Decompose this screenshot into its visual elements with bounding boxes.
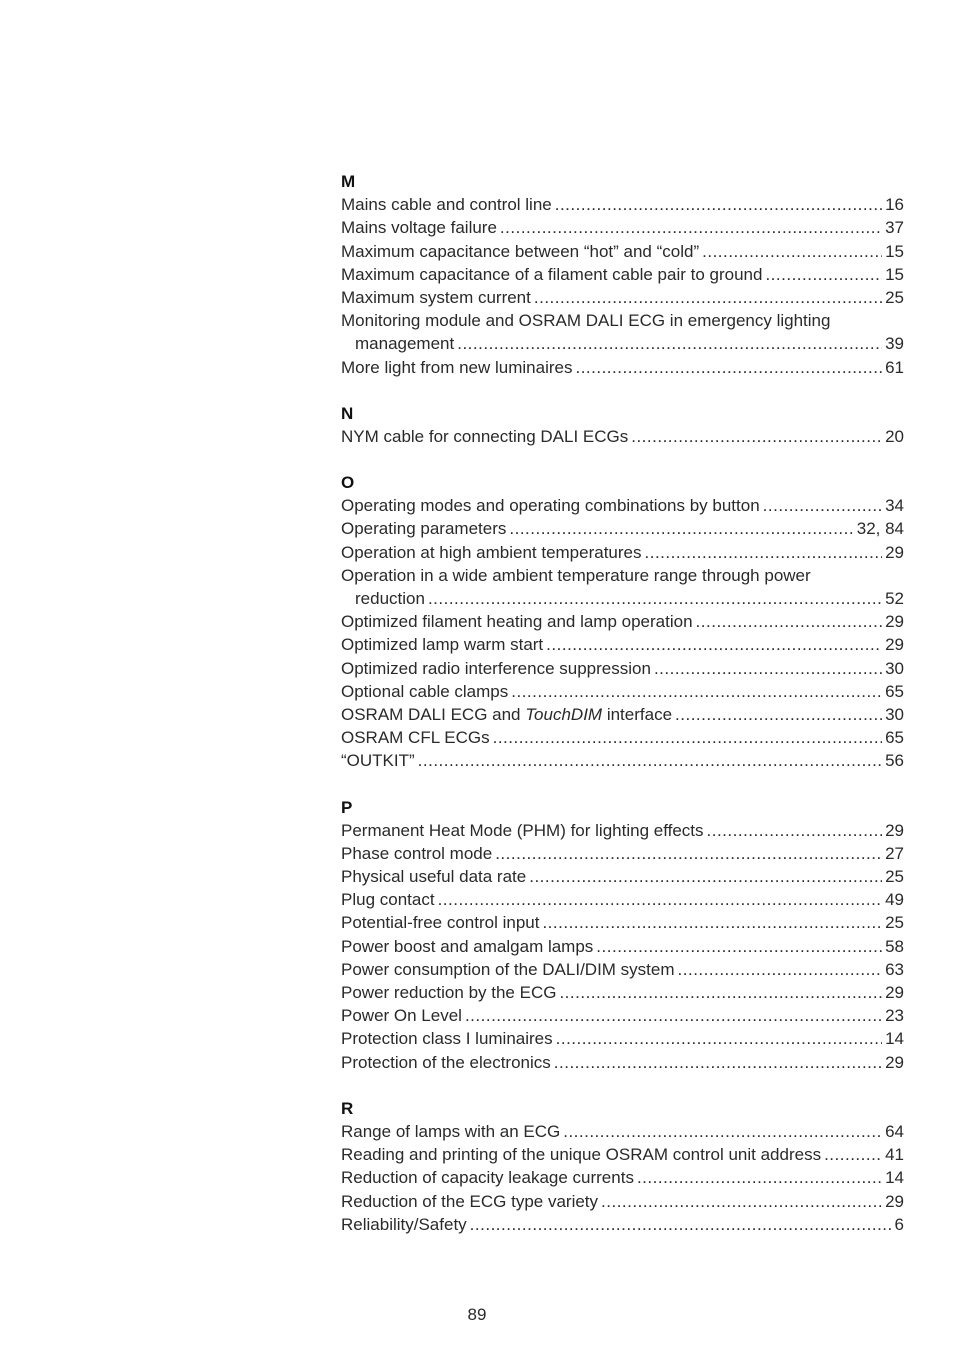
entry-text: Phase control mode — [341, 843, 493, 863]
entry-text: Power consumption of the DALI/DIM system — [341, 959, 675, 979]
leader-dots — [495, 842, 882, 865]
entry-page: 56 — [885, 751, 904, 771]
entry-text: Reduction of capacity leakage currents — [341, 1168, 634, 1188]
entry-page: 15 — [885, 264, 904, 284]
leader-dots — [645, 541, 883, 564]
leader-dots — [596, 935, 882, 958]
entry-text: More light from new luminaires — [341, 357, 573, 377]
index-entry — [341, 517, 904, 540]
index-entry — [341, 981, 904, 1004]
index-entry — [341, 541, 904, 564]
entry-text: Permanent Heat Mode (PHM) for lighting effects — [341, 820, 704, 840]
leader-dots — [563, 1120, 882, 1143]
leader-dots — [763, 494, 882, 517]
section-letter: N — [341, 403, 354, 423]
entry-text: Power boost and amalgam lamps — [341, 936, 594, 956]
leader-dots — [470, 1213, 892, 1236]
entry-page: 34 — [885, 496, 904, 516]
entry-text-after: interface — [602, 704, 673, 724]
entry-page: 16 — [885, 195, 904, 215]
index-section-m — [341, 170, 904, 379]
page-number: 89 — [467, 1305, 487, 1324]
index-entry — [341, 703, 904, 726]
leader-dots — [559, 981, 882, 1004]
entry-page: 41 — [885, 1145, 904, 1165]
entry-page: 29 — [885, 612, 904, 632]
leader-dots — [555, 193, 882, 216]
entry-text: Optimized filament heating and lamp operation — [341, 612, 693, 632]
leader-dots — [637, 1166, 882, 1189]
leader-dots — [678, 958, 883, 981]
leader-dots — [675, 703, 882, 726]
index-entry — [341, 633, 904, 656]
index-entry — [341, 1143, 904, 1166]
index-entry — [341, 935, 904, 958]
index-entry — [341, 1190, 904, 1213]
leader-dots — [702, 240, 882, 263]
entry-page: 32, 84 — [856, 519, 904, 539]
entry-page: 25 — [885, 913, 904, 933]
entry-page: 29 — [885, 1052, 904, 1072]
entry-page: 20 — [885, 426, 904, 446]
entry-text: Maximum capacitance between “hot” and “cold” — [341, 241, 700, 261]
entry-page: 30 — [885, 658, 904, 678]
index-entry — [341, 1120, 904, 1143]
index-entry — [341, 1004, 904, 1027]
entry-page: 6 — [894, 1214, 904, 1234]
entry-text-line2: reduction — [355, 589, 425, 608]
index-entry — [341, 865, 904, 888]
entry-text: Operation at high ambient temperatures — [341, 542, 642, 562]
entry-text: Operating parameters — [341, 519, 507, 539]
leader-dots — [601, 1190, 882, 1213]
index-entry — [341, 1166, 904, 1189]
leader-dots — [418, 749, 882, 772]
index-entry — [341, 749, 904, 772]
index-section-r — [341, 1097, 904, 1236]
index-entry — [341, 193, 904, 216]
section-letter: O — [341, 473, 355, 493]
index-entry — [341, 309, 904, 355]
entry-text-before: OSRAM DALI ECG and — [341, 704, 526, 724]
entry-text: Optimized lamp warm start — [341, 635, 544, 655]
index-entry — [341, 680, 904, 703]
leader-dots — [509, 517, 853, 540]
entry-text: NYM cable for connecting DALI ECGs — [341, 426, 629, 446]
index-entry — [341, 888, 904, 911]
entry-text: Mains cable and control line — [341, 195, 552, 215]
leader-dots — [493, 726, 882, 749]
index-section-o — [341, 471, 904, 772]
entry-text: Maximum system current — [341, 287, 531, 307]
leader-dots — [824, 1143, 882, 1166]
index-entry — [341, 657, 904, 680]
entry-page: 61 — [885, 357, 904, 377]
entry-text: Optimized radio interference suppression — [341, 658, 651, 678]
entry-page: 29 — [885, 1191, 904, 1211]
entry-page: 65 — [885, 681, 904, 701]
entry-page: 14 — [885, 1029, 904, 1049]
leader-dots — [554, 1051, 882, 1074]
leader-dots — [428, 587, 882, 610]
entry-text: Protection of the electronics — [341, 1052, 551, 1072]
index-entry — [341, 911, 904, 934]
entry-text: Power On Level — [341, 1006, 462, 1026]
leader-dots — [542, 911, 882, 934]
entry-page: 29 — [885, 820, 904, 840]
index-entry — [341, 240, 904, 263]
leader-dots — [631, 425, 882, 448]
section-letter: P — [341, 797, 353, 817]
entry-text: Range of lamps with an ECG — [341, 1121, 561, 1141]
leader-dots — [575, 356, 882, 379]
entry-page: 30 — [885, 704, 904, 724]
entry-text-line1: Monitoring module and OSRAM DALI ECG in emergency lighting — [341, 311, 831, 331]
index-entry — [341, 610, 904, 633]
entry-page: 23 — [885, 1006, 904, 1026]
entry-text: Potential-free control input — [341, 913, 540, 933]
entry-text: Operating modes and operating combinations by button — [341, 496, 760, 516]
index-entry — [341, 1051, 904, 1074]
index-entry — [341, 726, 904, 749]
leader-dots — [457, 332, 882, 355]
entry-text-italic: TouchDIM — [525, 704, 603, 724]
index-section-p — [341, 796, 904, 1074]
entry-page: 29 — [885, 983, 904, 1002]
index-entry — [341, 564, 904, 610]
index-section-n — [341, 402, 904, 448]
entry-page: 15 — [885, 241, 904, 261]
leader-dots — [438, 888, 883, 911]
index-entry — [341, 425, 904, 448]
entry-text-line1: Operation in a wide ambient temperature range through power — [341, 565, 811, 585]
entry-page: 39 — [885, 334, 904, 354]
entry-text: Plug contact — [341, 890, 435, 910]
leader-dots — [465, 1004, 882, 1027]
entry-page: 58 — [885, 936, 904, 956]
leader-dots — [654, 657, 882, 680]
leader-dots — [534, 286, 882, 309]
entry-text-mixed — [341, 703, 672, 726]
entry-text: Protection class I luminaires — [341, 1029, 553, 1049]
leader-dots — [511, 680, 882, 703]
entry-page: 64 — [885, 1121, 904, 1141]
entry-text: Reliability/Safety — [341, 1214, 467, 1234]
leader-dots — [500, 216, 882, 239]
entry-page: 14 — [885, 1168, 904, 1188]
entry-page: 63 — [885, 959, 904, 979]
leader-dots — [707, 819, 883, 842]
entry-page: 29 — [885, 542, 904, 562]
index-entry — [341, 263, 904, 286]
index-entry — [341, 958, 904, 981]
index-entry — [341, 842, 904, 865]
index-entry — [341, 494, 904, 517]
entry-page: 27 — [885, 843, 904, 863]
section-letter: R — [341, 1098, 354, 1118]
leader-dots — [529, 865, 882, 888]
entry-text: Reduction of the ECG type variety — [341, 1191, 599, 1211]
entry-text: Power reduction by the ECG — [341, 983, 557, 1002]
index-entry — [341, 216, 904, 239]
index-entry — [341, 356, 904, 379]
entry-page: 65 — [885, 728, 904, 748]
entry-page: 52 — [885, 589, 904, 608]
index-entry — [341, 819, 904, 842]
entry-text: Reading and printing of the unique OSRAM control unit address — [341, 1145, 822, 1165]
entry-text: Optional cable clamps — [341, 681, 509, 701]
entry-text: OSRAM CFL ECGs — [341, 728, 490, 748]
index-entry — [341, 1027, 904, 1050]
entry-text: Physical useful data rate — [341, 867, 527, 887]
section-letter: M — [341, 172, 356, 191]
leader-dots — [556, 1027, 882, 1050]
leader-dots — [546, 633, 882, 656]
entry-page: 25 — [885, 867, 904, 887]
entry-page: 37 — [885, 218, 904, 238]
index-entry — [341, 1213, 904, 1236]
entry-page: 25 — [885, 287, 904, 307]
entry-text: Mains voltage failure — [341, 218, 497, 238]
index-entry — [341, 286, 904, 309]
leader-dots — [765, 263, 882, 286]
entry-text: “OUTKIT” — [341, 751, 415, 771]
entry-page: 29 — [885, 635, 904, 655]
entry-page: 49 — [885, 890, 904, 910]
index-list — [341, 170, 904, 1259]
entry-text-line2: management — [355, 334, 455, 354]
entry-text: Maximum capacitance of a filament cable pair to ground — [341, 264, 763, 284]
leader-dots — [696, 610, 883, 633]
